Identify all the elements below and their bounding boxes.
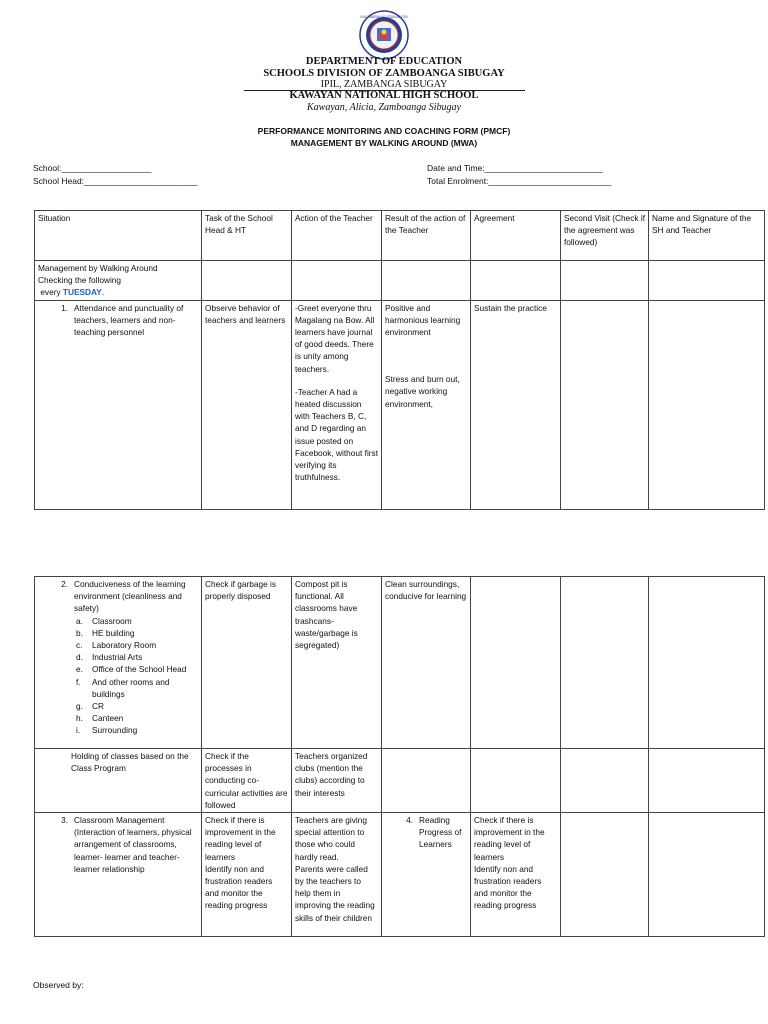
header-agreement: Agreement <box>471 211 561 261</box>
task-identify: Identify non and frustration readers and monitor the reading progress <box>205 863 273 911</box>
facility-list <box>38 615 198 737</box>
item-number: 3. <box>61 815 68 826</box>
table-row <box>35 577 765 749</box>
reading-progress-text: Reading Progress of Learners <box>419 815 462 850</box>
school-field[interactable]: School:___________________ <box>33 163 152 173</box>
facility-text: Surrounding <box>92 725 138 736</box>
facility-letter: d. <box>76 652 83 663</box>
agreement-cell <box>471 813 561 937</box>
header-signature: Name and Signature of the SH and Teacher <box>649 211 765 261</box>
second-visit-cell[interactable] <box>561 300 649 509</box>
facility-text: CR <box>92 701 104 712</box>
task-cell: Observe behavior of teachers and learners <box>202 300 292 509</box>
facility-letter: c. <box>76 640 83 651</box>
facility-letter: i. <box>76 725 81 736</box>
form-title: PERFORMANCE MONITORING AND COACHING FORM (PMCF) <box>257 126 511 136</box>
facility-text: And other rooms and buildings <box>92 676 170 699</box>
form-subtitle: MANAGEMENT BY WALKING AROUND (MWA) <box>290 138 478 148</box>
second-visit-cell[interactable] <box>561 749 649 813</box>
spacer <box>385 338 467 373</box>
facility-letter: b. <box>76 627 83 638</box>
mwa-line3: every <box>40 287 61 298</box>
action-attention: Teachers are giving special attention to those who could hardly read. <box>295 815 367 862</box>
facility-item <box>38 639 198 651</box>
action-positive: -Greet everyone thru Magalang na Bow. All learners have journal of good deeds. There is unity among teachers. <box>295 302 375 374</box>
agree-improvement: Check if there is improvement in the reading level of learners <box>474 815 545 862</box>
header-situation: Situation <box>35 211 202 261</box>
action-cell <box>292 300 382 509</box>
facility-item <box>38 615 198 627</box>
division-name: SCHOOLS DIVISION OF ZAMBOANGA SIBUGAY <box>263 68 505 79</box>
agreement-cell[interactable] <box>471 577 561 749</box>
facility-letter: h. <box>76 713 83 724</box>
action-parents: Parents were called by the teachers to help them in improving the reading skills of their children <box>295 863 375 923</box>
facility-text: Office of the School Head <box>92 664 187 675</box>
date-time-field[interactable]: Date and Time:_________________________ <box>427 163 603 173</box>
situation-learning-environment <box>35 577 202 749</box>
header-result: Result of the action of the Teacher <box>382 211 471 261</box>
school-head-field[interactable]: School Head:________________________ <box>33 176 198 186</box>
task-cell: Check if the processes in conducting co-curricular activities are followed <box>202 749 292 813</box>
facility-item <box>38 627 198 639</box>
facility-letter: f. <box>76 676 81 687</box>
result-negative: Stress and burn out, negative working environment, <box>385 374 460 409</box>
task-improvement: Check if there is improvement in the reading level of learners <box>205 815 276 862</box>
result-cell[interactable] <box>382 749 471 813</box>
empty-cell[interactable] <box>382 261 471 301</box>
school-name: KAWAYAN NATIONAL HIGH SCHOOL <box>289 90 479 101</box>
second-visit-cell[interactable] <box>561 813 649 937</box>
result-positive: Positive and harmonious learning environment <box>385 302 461 338</box>
item-number: 1. <box>61 302 68 313</box>
facility-item <box>38 712 198 724</box>
empty-cell[interactable] <box>561 261 649 301</box>
table-header-row <box>35 211 765 261</box>
mwa-table-2 <box>34 576 765 937</box>
table-row <box>35 813 765 937</box>
reading-progress-cell <box>382 813 471 937</box>
second-visit-cell[interactable] <box>561 577 649 749</box>
division-address: IPIL, ZAMBANGA SIBUGAY <box>320 79 448 90</box>
situation-text: Attendance and punctuality of teachers, learners and non-teaching personnel <box>74 302 184 338</box>
agreement-cell: Sustain the practice <box>471 300 561 509</box>
situation-text: Conduciveness of the learning environment (cleanliness and safety) <box>74 579 186 614</box>
spacer <box>295 375 378 386</box>
mwa-day: TUESDAY <box>62 287 102 298</box>
result-cell <box>382 300 471 509</box>
facility-letter: e. <box>76 664 83 675</box>
situation-text: Classroom Management (Interaction of learners, physical arrangement of classrooms, learner- learner and teacher-learner relationship <box>74 815 192 874</box>
signature-cell[interactable] <box>649 300 765 509</box>
table-row <box>35 300 765 509</box>
observed-by-label: Observed by: <box>33 980 84 990</box>
task-cell: Check if garbage is properly disposed <box>202 577 292 749</box>
facility-text: Canteen <box>92 713 124 724</box>
item-number: 2. <box>61 579 68 589</box>
school-address: Kawayan, Alicia, Zamboanga Sibugay <box>307 102 461 113</box>
header-second-visit: Second Visit (Check if the agreement was followed) <box>561 211 649 261</box>
facility-text: Classroom <box>92 615 132 626</box>
empty-cell[interactable] <box>292 261 382 301</box>
signature-cell[interactable] <box>649 577 765 749</box>
table-row <box>35 749 765 813</box>
action-cell: Teachers organized clubs (mention the clubs) according to their interests <box>292 749 382 813</box>
facility-item <box>38 700 198 712</box>
action-negative: -Teacher A had a heated discussion with Teachers B, C, and D regarding an issue posted on Facebook, without first verifying its truthfulness. <box>295 386 379 483</box>
mwa-cell <box>35 261 202 301</box>
mwa-line1: Management by Walking Around <box>38 263 158 273</box>
action-cell <box>292 813 382 937</box>
signature-cell[interactable] <box>649 813 765 937</box>
deped-seal-logo <box>359 10 409 60</box>
facility-item <box>38 651 198 663</box>
empty-cell[interactable] <box>649 261 765 301</box>
facility-text: Laboratory Room <box>92 640 157 651</box>
header-task: Task of the School Head & HT <box>202 211 292 261</box>
mwa-table-1 <box>34 210 765 510</box>
dept-name: DEPARTMENT OF EDUCATION <box>305 56 463 67</box>
mwa-line2: Checking the following <box>38 275 122 286</box>
facility-text: HE building <box>92 627 135 638</box>
mwa-dot: . <box>101 287 105 298</box>
item-number: 4. <box>406 815 413 826</box>
facility-text: Industrial Arts <box>92 652 143 663</box>
situation-classroom-management <box>35 813 202 937</box>
signature-cell[interactable] <box>649 749 765 813</box>
agree-identify: Identify non and frustration readers and monitor the reading progress <box>474 863 542 911</box>
table-row <box>35 261 765 301</box>
empty-cell[interactable] <box>471 261 561 301</box>
situation-class-program <box>35 749 202 813</box>
seal-text: KAGAWARAN NG EDUKASYON <box>360 15 408 19</box>
empty-cell[interactable] <box>202 261 292 301</box>
facility-letter: a. <box>76 615 83 626</box>
facility-item <box>38 676 198 700</box>
task-cell <box>202 813 292 937</box>
total-enrolment-field[interactable]: Total Enrolment:__________________________ <box>427 176 612 186</box>
action-cell: Compost pit is functional. All classrooms have trashcans-waste/garbage is segregated) <box>292 577 382 749</box>
situation-attendance <box>35 300 202 509</box>
facility-letter: g. <box>76 701 83 712</box>
situation-text: Holding of classes based on the Class Program <box>71 751 189 774</box>
header-action: Action of the Teacher <box>292 211 382 261</box>
facility-item <box>38 724 198 736</box>
agreement-cell[interactable] <box>471 749 561 813</box>
facility-item <box>38 663 198 675</box>
result-cell: Clean surroundings, conducive for learning <box>382 577 471 749</box>
